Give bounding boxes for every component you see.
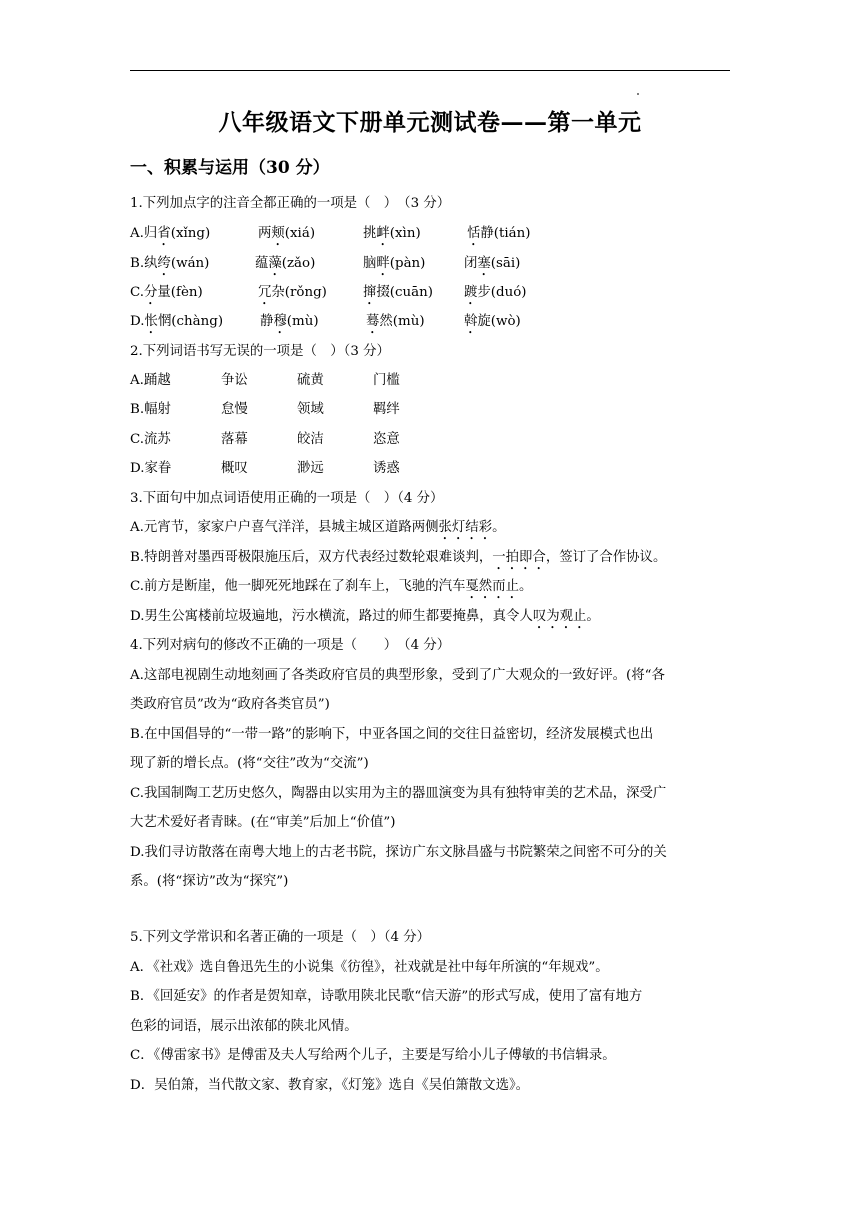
q2-a-word-2: 争讼 bbox=[221, 373, 248, 388]
q3-option-c: C.前方是断崖，他一脚死死地踩在了刹车上，飞驰的汽车戛然而止。 bbox=[130, 579, 533, 594]
q4-line-7: D.我们寻访散落在南粤大地上的古老书院，探访广东文脉昌盛与书院繁荣之间密不可分的关 bbox=[130, 845, 667, 860]
q5-line-4: C．《傅雷家书》是傅雷及夫人写给两个儿子，主要是写给小儿子傅敏的书信辑录。 bbox=[130, 1048, 616, 1063]
q1-c-cell-3: 撺掇(cuān) bbox=[363, 285, 433, 300]
question-3-stem: 3.下面句中加点词语使用正确的一项是（ ）（4 分） bbox=[130, 491, 444, 506]
q1-a-cell-1: A.归省(xǐng) bbox=[130, 226, 211, 241]
q2-c-word-2: 落幕 bbox=[221, 432, 248, 447]
q1-d-cell-1: D.怅惘(chàng) bbox=[130, 314, 224, 329]
q2-d-word-2: 概叹 bbox=[221, 461, 248, 476]
q1-a-cell-2: 两颊(xiá) bbox=[258, 226, 316, 241]
q1-c-cell-2: 冗杂(rǒng) bbox=[258, 285, 327, 300]
q1-d-cell-3: 蓦然(mù) bbox=[366, 314, 425, 329]
q2-b-word-1: B.幅射 bbox=[130, 402, 171, 417]
question-5-stem: 5.下列文学常识和名著正确的一项是（ ）（4 分） bbox=[130, 930, 431, 945]
q3-option-b: B.特朗普对墨西哥极限施压后，双方代表经过数轮艰难谈判，一拍即合，签订了合作协议。 bbox=[130, 550, 667, 565]
q4-line-3: B.在中国倡导的“一带一路”的影响下，中亚各国之间的交往日益密切，经济发展模式也出 bbox=[130, 727, 654, 742]
question-1-stem: 1.下列加点字的注音全都正确的一项是（ ） （3 分） bbox=[130, 196, 451, 211]
q4-line-6: 大艺术爱好者青睐。(在“审美”后加上“价值”) bbox=[130, 815, 396, 830]
q4-line-5: C.我国制陶工艺历史悠久，陶器由以实用为主的器皿演变为具有独特审美的艺术品，深受广 bbox=[130, 786, 667, 801]
q2-b-word-2: 怠慢 bbox=[221, 402, 248, 417]
q1-d-cell-2: 静穆(mù) bbox=[260, 314, 319, 329]
q2-a-word-4: 门槛 bbox=[373, 373, 400, 388]
page-title: 八年级语文下册单元测试卷——第一单元 bbox=[218, 109, 642, 136]
q1-b-cell-4: 闭塞(sāi) bbox=[464, 256, 521, 271]
q4-line-1: A.这部电视剧生动地刻画了各类政府官员的典型形象，受到了广大观众的一致好评。(将“各 bbox=[130, 668, 665, 683]
q2-b-word-3: 领域 bbox=[297, 402, 324, 417]
q1-d-cell-4: 斡旋(wò) bbox=[464, 314, 521, 329]
q2-b-word-4: 羁绊 bbox=[373, 402, 400, 417]
q1-b-cell-3: 脑畔(pàn) bbox=[363, 256, 426, 271]
q3-option-a: A.元宵节，家家户户喜气洋洋，县城主城区道路两侧张灯结彩。 bbox=[130, 520, 506, 535]
q3-option-d: D.男生公寓楼前垃圾遍地，污水横流，路过的师生都要掩鼻，真令人叹为观止。 bbox=[130, 609, 600, 624]
q2-a-word-1: A.踊越 bbox=[130, 373, 171, 388]
q2-c-word-1: C.流苏 bbox=[130, 432, 171, 447]
q2-a-word-3: 硫黄 bbox=[297, 373, 324, 388]
q2-d-word-1: D.家眷 bbox=[130, 461, 172, 476]
q4-line-8: 系。(将“探访”改为“探究”) bbox=[130, 874, 289, 889]
q1-a-cell-3: 挑衅(xìn) bbox=[363, 226, 421, 241]
q5-line-3: 色彩的词语，展示出浓郁的陕北风情。 bbox=[130, 1019, 358, 1034]
q4-line-2: 类政府官员”改为“政府各类官员”) bbox=[130, 697, 330, 712]
q5-line-2: B．《回延安》的作者是贺知章，诗歌用陕北民歌“信天游”的形式写成，使用了富有地方 bbox=[130, 989, 643, 1004]
q2-c-word-4: 恣意 bbox=[373, 432, 400, 447]
q5-line-1: A．《社戏》选自鲁迅先生的小说集《彷徨》，社戏就是社中每年所演的“年规戏”。 bbox=[130, 960, 609, 975]
q1-c-cell-4: 踱步(duó) bbox=[464, 285, 527, 300]
q1-a-cell-4: 恬静(tián) bbox=[467, 226, 531, 241]
q2-d-word-4: 诱惑 bbox=[373, 461, 400, 476]
question-2-stem: 2.下列词语书写无误的一项是（ ）（3 分） bbox=[130, 344, 390, 359]
q1-c-cell-1: C.分量(fèn) bbox=[130, 285, 203, 300]
q2-c-word-3: 皎洁 bbox=[297, 432, 324, 447]
header-rule bbox=[130, 70, 730, 71]
question-4-stem: 4.下列对病句的修改不正确的一项是（ ） （4 分） bbox=[130, 638, 451, 653]
q1-b-cell-2: 蕴藻(zǎo) bbox=[255, 256, 316, 271]
section-heading: 一、积累与运用（30 分） bbox=[130, 158, 330, 178]
q2-d-word-3: 渺远 bbox=[297, 461, 324, 476]
q4-line-4: 现了新的增长点。(将“交往”改为“交流”) bbox=[130, 756, 369, 771]
q1-b-cell-1: B.纨绔(wán) bbox=[130, 256, 210, 271]
q5-line-5: D．吴伯箫，当代散文家、教育家，《灯笼》选自《吴伯箫散文选》。 bbox=[130, 1078, 530, 1093]
header-dot bbox=[637, 93, 639, 95]
